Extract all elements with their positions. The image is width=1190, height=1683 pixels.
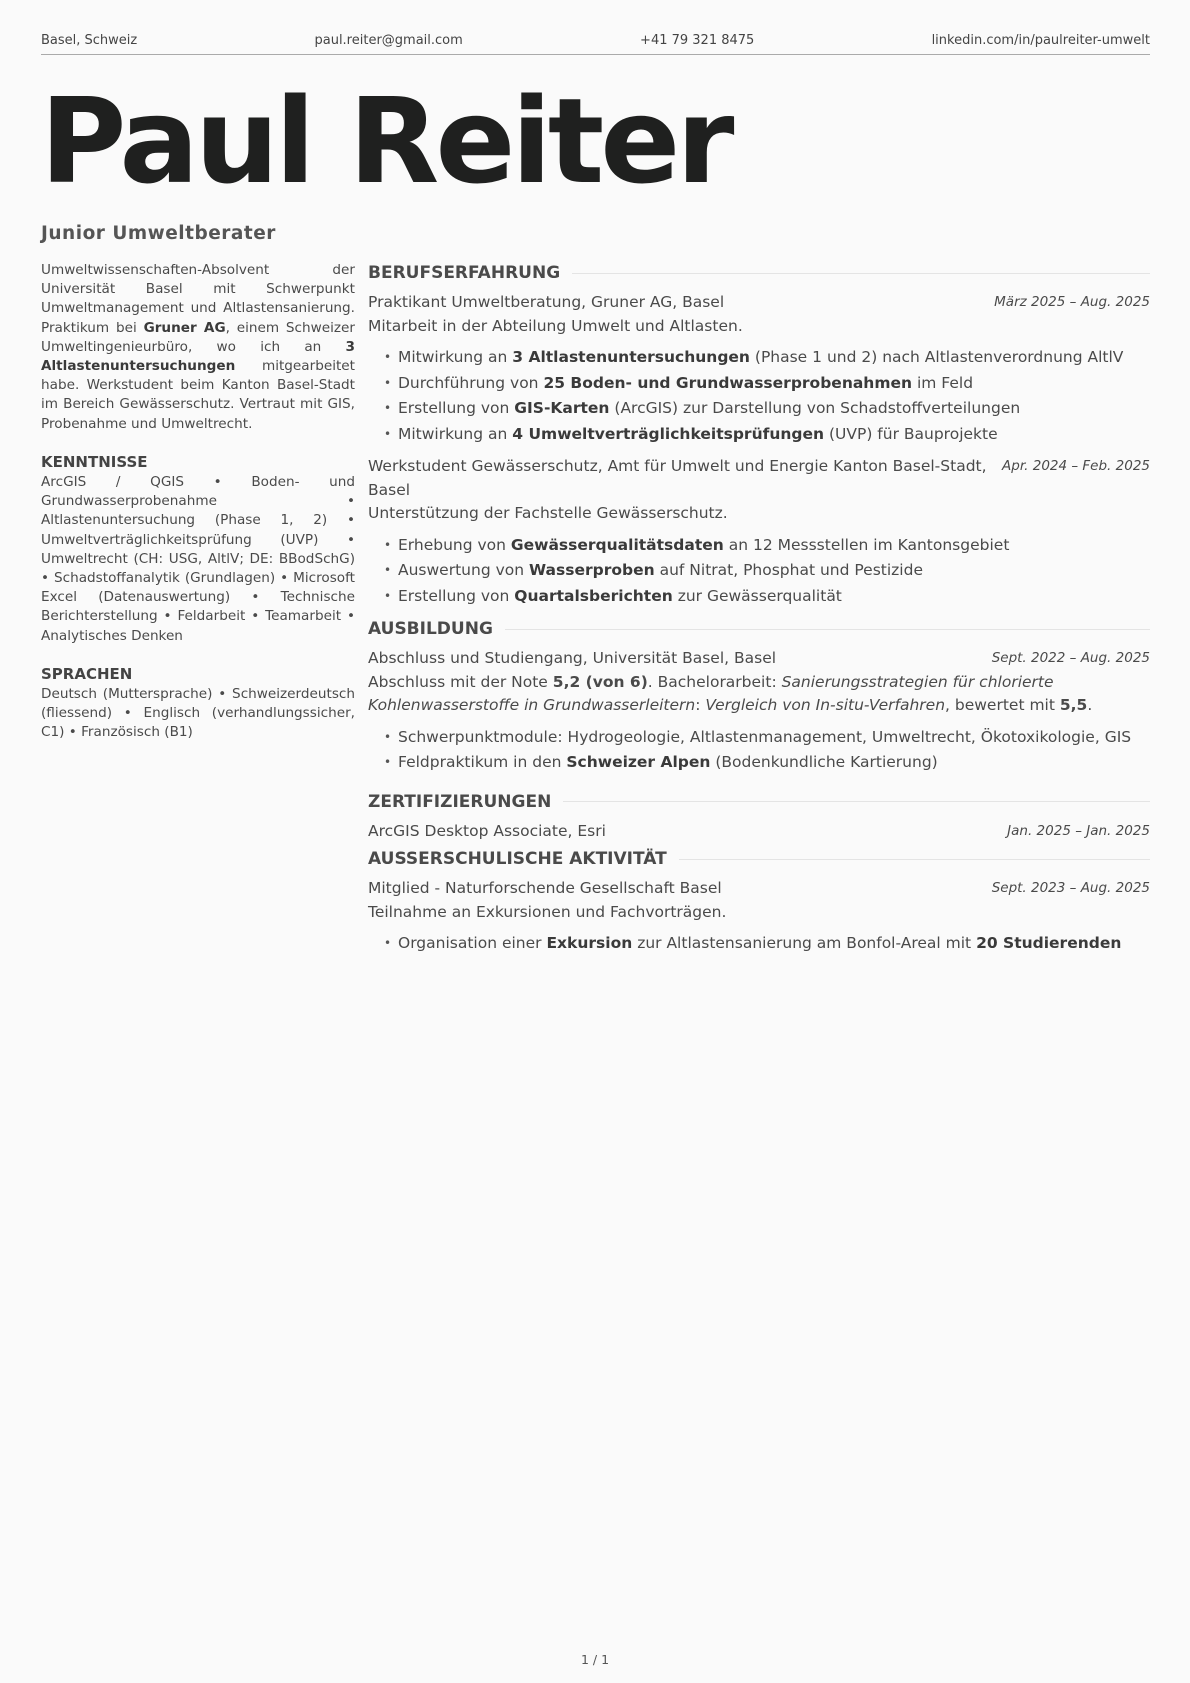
page-number: 1 / 1 xyxy=(580,1652,610,1667)
contact-phone[interactable]: +41 79 321 8475 xyxy=(640,33,755,48)
bullet-list xyxy=(368,533,1150,610)
certifications-section xyxy=(368,790,1150,844)
languages-heading: SPRACHEN xyxy=(41,664,133,683)
skills-list: ArcGIS / QGIS • Boden- und Grundwasserprobenahme • Altlastenuntersuchung (Phase 1, 2) • Umweltverträglichkeitsprüfung (UVP) • Umweltrecht (CH: USG, AltlV; DE: BBodSchG) • Schadstoffanalytik (Grundlagen) • Microsoft Excel (Datenauswertung) • Technische Berichterstellung • Feldarbeit • Teamarbeit • Analytisches Denken xyxy=(41,474,355,644)
list-item: • Erstellung von GIS-Karten (ArcGIS) zur Darstellung von Schadstoffverteilungen xyxy=(398,396,1150,422)
divider xyxy=(679,859,1150,860)
list-item: • Mitwirkung an 4 Umweltverträglichkeitsprüfungen (UVP) für Bauprojekte xyxy=(398,422,1150,448)
entry-title: Werkstudent Gewässerschutz, Amt für Umwelt und Energie Kanton Basel-Stadt, Basel xyxy=(368,457,987,499)
section-heading: ZERTIFIZIERUNGEN xyxy=(368,790,1150,814)
entry-description: Teilnahme an Exkursionen und Fachvorträgen. xyxy=(368,902,727,921)
languages-list: Deutsch (Muttersprache) • Schweizerdeutsch (fliessend) • Englisch (verhandlungssicher, C1) • Französisch (B1) xyxy=(41,686,355,741)
divider xyxy=(563,801,1150,802)
right-column xyxy=(368,261,1150,965)
entry-title: Praktikant Umweltberatung, Gruner AG, Basel xyxy=(368,293,725,311)
activity-entry xyxy=(368,877,1150,957)
certification-entry xyxy=(368,820,1150,844)
left-column xyxy=(41,261,355,743)
section-heading: BERUFSERFAHRUNG xyxy=(368,261,1150,285)
entry-description: Mitarbeit in der Abteilung Umwelt und Altlasten. xyxy=(368,316,743,335)
candidate-name: Paul Reiter xyxy=(40,72,731,210)
list-item: • Feldpraktikum in den Schweizer Alpen (Bodenkundliche Kartierung) xyxy=(398,750,1150,776)
entry-title: Abschluss und Studiengang, Universität Basel, Basel xyxy=(368,649,777,667)
list-item: • Durchführung von 25 Boden- und Grundwasserprobenahmen im Feld xyxy=(398,371,1150,397)
list-item: • Erhebung von Gewässerqualitätsdaten an 12 Messstellen im Kantonsgebiet xyxy=(398,533,1150,559)
entry-date: Sept. 2023 – Aug. 2025 xyxy=(991,880,1150,896)
entry-description: Unterstützung der Fachstelle Gewässerschutz. xyxy=(368,504,728,522)
list-item: • Erstellung von Quartalsberichten zur Gewässerqualität xyxy=(398,584,1150,610)
list-item: • Schwerpunktmodule: Hydrogeologie, Altlastenmanagement, Umweltrecht, Ökotoxikologie, GIS xyxy=(398,725,1150,751)
entry-date: Jan. 2025 – Jan. 2025 xyxy=(1007,822,1150,839)
entry-date: Apr. 2024 – Feb. 2025 xyxy=(1002,458,1150,474)
bullet-list xyxy=(368,345,1150,447)
skills-heading: KENNTNISSE xyxy=(41,452,148,471)
bullet-list xyxy=(368,931,1150,957)
contact-bar xyxy=(41,33,1150,55)
list-item: • Organisation einer Exkursion zur Altlastensanierung am Bonfol-Areal mit 20 Studierenden xyxy=(398,931,1150,957)
activities-section xyxy=(368,847,1150,957)
contact-location: Basel, Schweiz xyxy=(41,33,138,48)
profile-summary: Umweltwissenschaften-Absolvent der Universität Basel mit Schwerpunkt Umweltmanagement und Altlastensanierung. Praktikum bei Gruner AG, einem Schweizer Umweltingenieurbüro, wo ich an 3 Altlastenuntersuchungen mitgearbeitet habe. Werkstudent beim Kanton Basel-Stadt im Bereich Gewässerschutz. Vertraut mit GIS, Probenahme und Umweltrecht. xyxy=(41,262,355,432)
entry-title: Mitglied - Naturforschende Gesellschaft Basel xyxy=(368,879,722,897)
education-section xyxy=(368,617,1150,776)
list-item: • Auswertung von Wasserproben auf Nitrat, Phosphat und Pestizide xyxy=(398,558,1150,584)
section-heading: AUSSERSCHULISCHE AKTIVITÄT xyxy=(368,847,1150,871)
bullet-list xyxy=(368,725,1150,776)
entry-description: Abschluss mit der Note 5,2 (von 6). Bachelorarbeit: Sanierungsstrategien für chlorierte Kohlenwasserstoffe in Grundwasserleitern: Vergleich von In-situ-Verfahren, bewertet mit 5,5. xyxy=(368,672,1093,714)
contact-linkedin[interactable]: linkedin.com/in/paulreiter-umwelt xyxy=(931,33,1150,48)
divider xyxy=(572,273,1150,274)
job-title: Junior Umweltberater xyxy=(41,223,276,244)
education-entry xyxy=(368,647,1150,776)
list-item: • Mitwirkung an 3 Altlastenuntersuchungen (Phase 1 und 2) nach Altlastenverordnung AltlV xyxy=(398,345,1150,371)
experience-section xyxy=(368,261,1150,609)
entry-date: Sept. 2022 – Aug. 2025 xyxy=(991,650,1150,666)
section-heading: AUSBILDUNG xyxy=(368,617,1150,641)
contact-email[interactable]: paul.reiter@gmail.com xyxy=(314,33,463,48)
entry-date: März 2025 – Aug. 2025 xyxy=(994,294,1150,310)
entry-title: ArcGIS Desktop Associate, Esri xyxy=(368,821,606,840)
divider xyxy=(505,629,1150,630)
experience-entry xyxy=(368,291,1150,447)
experience-entry xyxy=(368,455,1150,609)
